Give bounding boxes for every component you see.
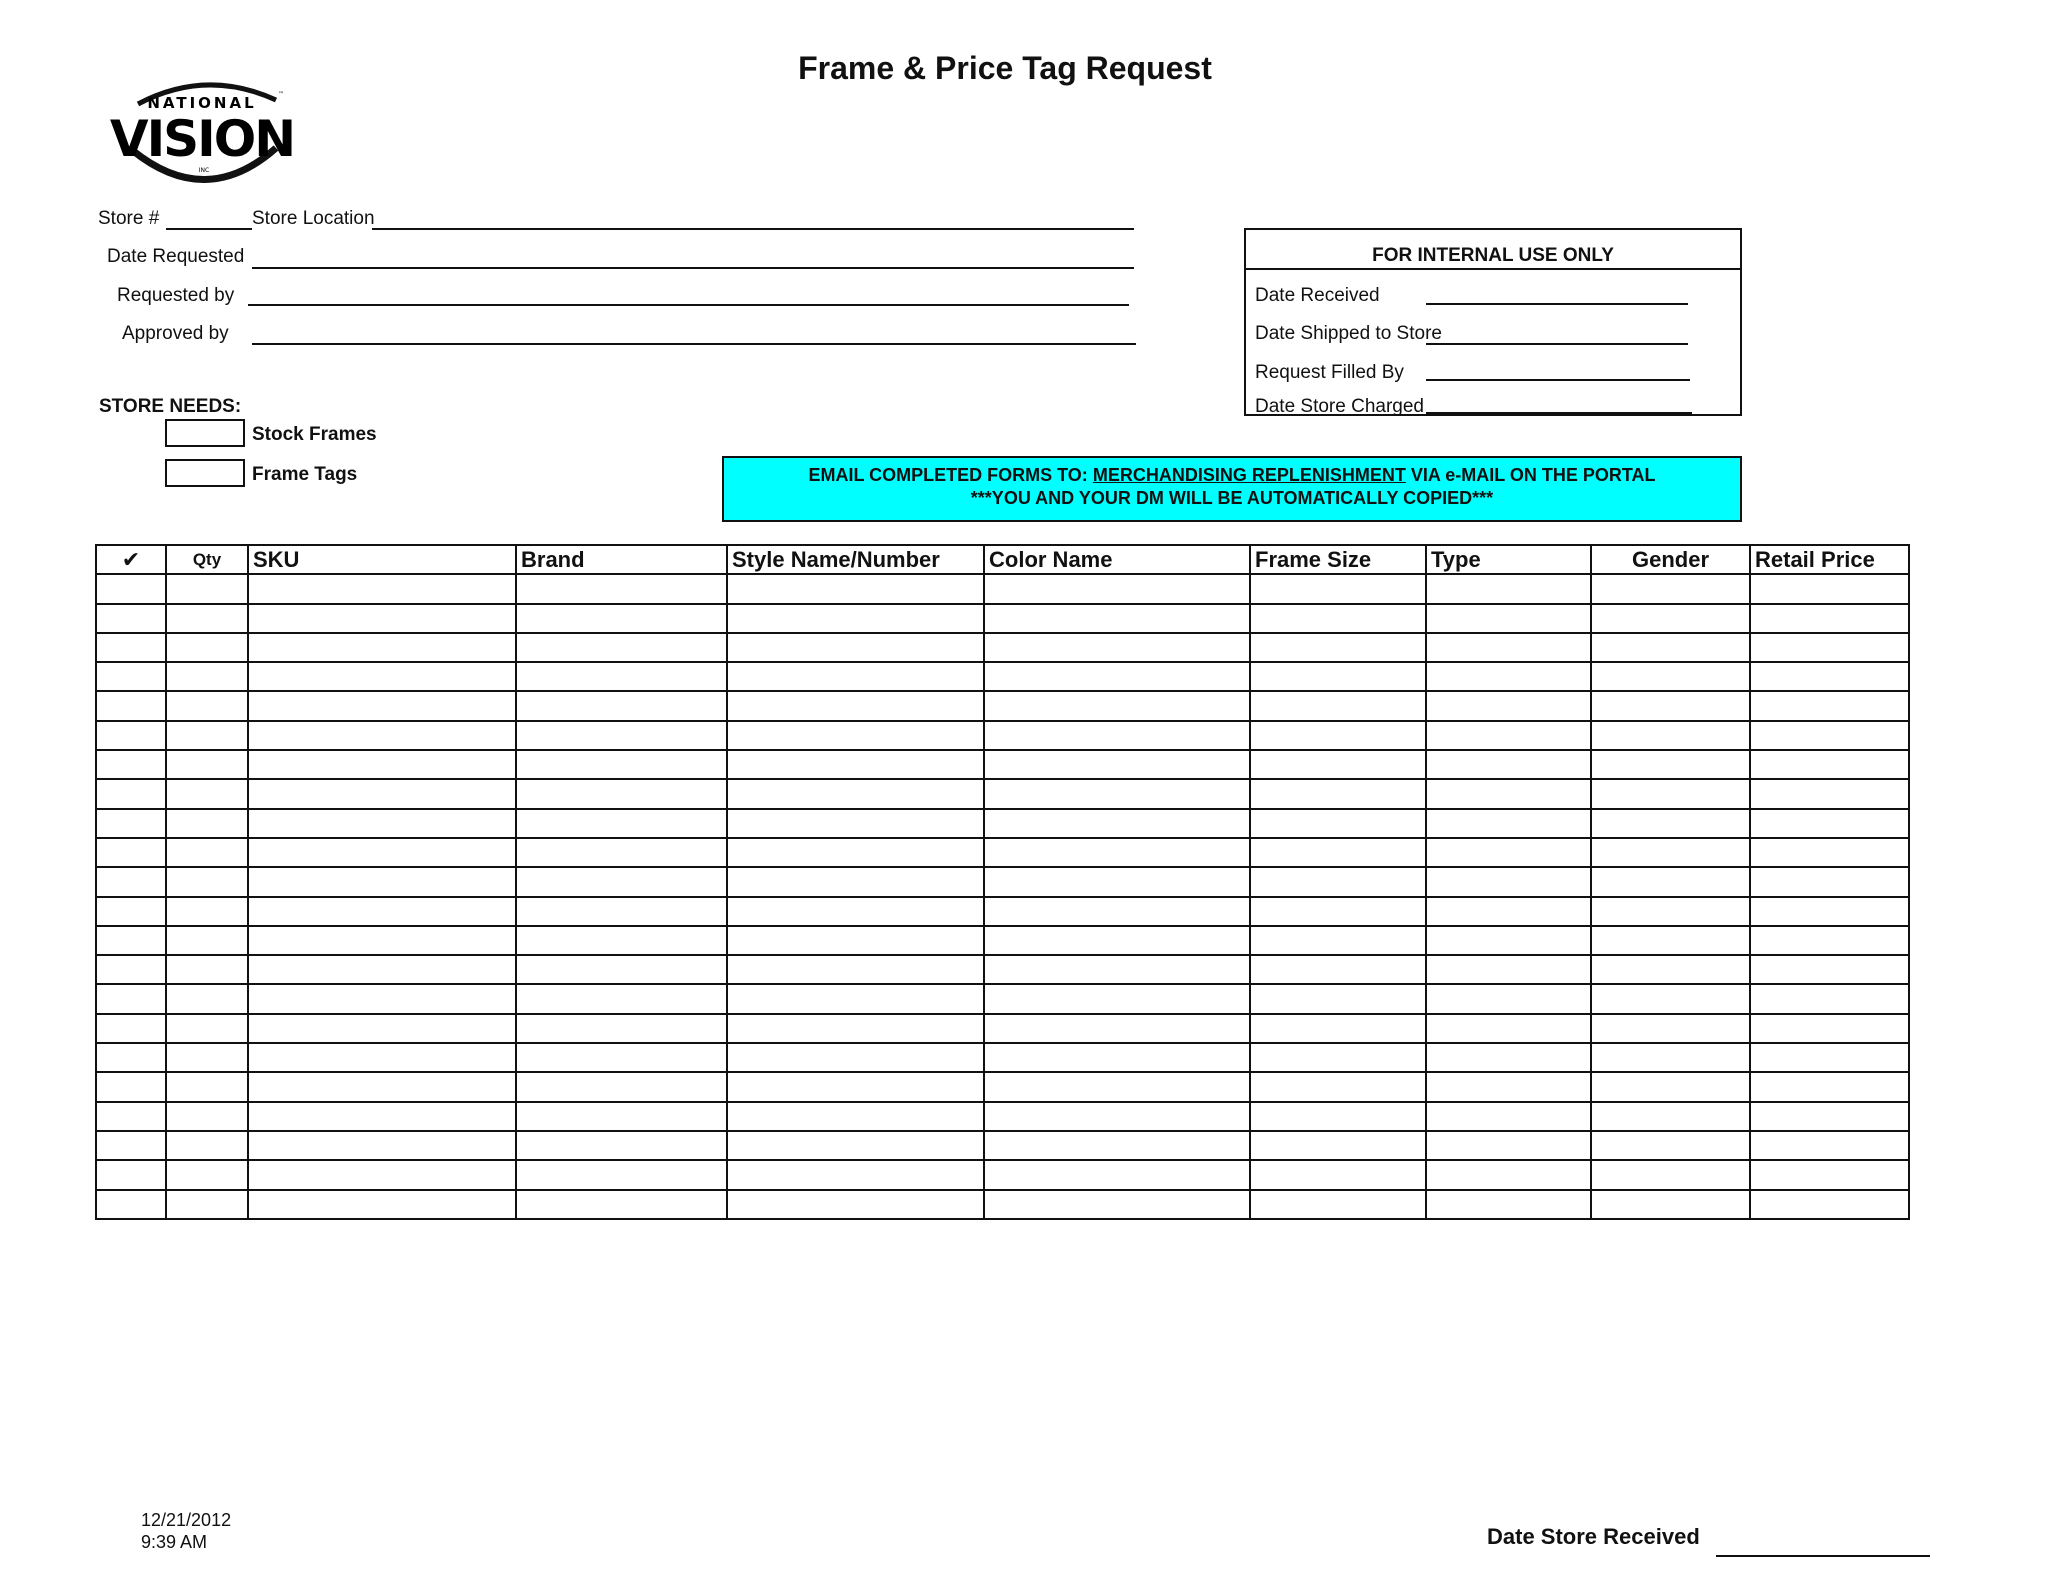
table-cell[interactable]	[1250, 662, 1426, 691]
store-location-field[interactable]	[372, 228, 1134, 230]
table-row	[96, 662, 1909, 691]
table-cell[interactable]	[1250, 1131, 1426, 1160]
store-needs-label: STORE NEEDS:	[99, 396, 242, 417]
table-cell[interactable]	[1250, 809, 1426, 838]
table-cell[interactable]	[1426, 1190, 1591, 1219]
table-row	[96, 867, 1909, 896]
table-cell[interactable]	[1250, 1072, 1426, 1101]
table-cell[interactable]	[96, 926, 166, 955]
table-cell[interactable]	[984, 691, 1250, 720]
table-cell[interactable]	[1426, 1131, 1591, 1160]
table-cell[interactable]	[1591, 1072, 1750, 1101]
table-cell[interactable]	[1591, 1131, 1750, 1160]
table-cell[interactable]	[1250, 691, 1426, 720]
table-cell[interactable]	[1426, 604, 1591, 633]
table-cell[interactable]	[1426, 691, 1591, 720]
date-received-label: Date Received	[1255, 285, 1380, 306]
table-cell[interactable]	[1250, 1160, 1426, 1189]
table-cell[interactable]	[166, 1160, 248, 1189]
table-cell[interactable]	[1591, 984, 1750, 1013]
table-row	[96, 1102, 1909, 1131]
print-time: 9:39 AM	[141, 1532, 208, 1552]
table-cell[interactable]	[1750, 574, 1909, 603]
table-cell[interactable]	[516, 750, 727, 779]
table-cell[interactable]	[1591, 926, 1750, 955]
email-copy-note: ***YOU AND YOUR DM WILL BE AUTOMATICALLY COPIED***	[970, 488, 1494, 508]
email-suffix: VIA e-MAIL ON THE PORTAL	[1410, 465, 1656, 485]
table-row	[96, 955, 1909, 984]
table-cell[interactable]	[1750, 1072, 1909, 1101]
table-cell[interactable]	[1750, 662, 1909, 691]
table-row	[96, 809, 1909, 838]
svg-text:™: ™	[278, 91, 284, 98]
table-cell[interactable]	[1591, 574, 1750, 603]
table-cell[interactable]	[1591, 867, 1750, 896]
table-cell[interactable]	[984, 1160, 1250, 1189]
table-cell[interactable]	[166, 838, 248, 867]
table-cell[interactable]	[96, 809, 166, 838]
table-cell[interactable]	[1426, 779, 1591, 808]
table-cell[interactable]	[1591, 1190, 1750, 1219]
filled-by-field[interactable]	[1426, 379, 1690, 381]
table-cell[interactable]	[166, 633, 248, 662]
table-cell[interactable]	[727, 1190, 984, 1219]
table-cell[interactable]	[1250, 955, 1426, 984]
table-cell[interactable]	[248, 750, 516, 779]
table-cell[interactable]	[1591, 838, 1750, 867]
table-cell[interactable]	[248, 984, 516, 1013]
table-cell[interactable]	[727, 779, 984, 808]
table-cell[interactable]	[1591, 1160, 1750, 1189]
table-cell[interactable]	[516, 1190, 727, 1219]
table-cell[interactable]	[1750, 1131, 1909, 1160]
date-requested-field[interactable]	[252, 267, 1134, 269]
table-cell[interactable]	[1750, 1190, 1909, 1219]
approved-by-field[interactable]	[252, 343, 1136, 345]
date-store-received-field[interactable]	[1716, 1555, 1930, 1557]
stock-frames-checkbox[interactable]	[165, 419, 245, 447]
table-cell[interactable]	[727, 1014, 984, 1043]
table-cell[interactable]	[1426, 984, 1591, 1013]
table-cell[interactable]	[516, 574, 727, 603]
table-cell[interactable]	[727, 897, 984, 926]
national-vision-logo	[109, 74, 295, 186]
table-cell[interactable]	[727, 721, 984, 750]
table-cell[interactable]	[984, 1102, 1250, 1131]
table-cell[interactable]	[96, 1072, 166, 1101]
table-row	[96, 574, 1909, 603]
col-header-type: Type	[1426, 545, 1591, 574]
table-cell[interactable]	[516, 1043, 727, 1072]
order-table	[95, 544, 1910, 1220]
table-row	[96, 633, 1909, 662]
table-row	[96, 984, 1909, 1013]
table-cell[interactable]	[166, 662, 248, 691]
table-cell[interactable]	[96, 1014, 166, 1043]
print-date: 12/21/2012	[141, 1510, 232, 1530]
table-cell[interactable]	[96, 604, 166, 633]
table-cell[interactable]	[516, 633, 727, 662]
table-cell[interactable]	[984, 838, 1250, 867]
table-cell[interactable]	[248, 633, 516, 662]
table-cell[interactable]	[984, 897, 1250, 926]
table-cell[interactable]	[984, 750, 1250, 779]
table-cell[interactable]	[1250, 926, 1426, 955]
table-cell[interactable]	[516, 721, 727, 750]
table-row	[96, 1072, 1909, 1101]
table-cell[interactable]	[1426, 809, 1591, 838]
table-cell[interactable]	[1750, 926, 1909, 955]
table-cell[interactable]	[248, 838, 516, 867]
table-cell[interactable]	[166, 1043, 248, 1072]
stock-frames-label: Stock Frames	[252, 424, 377, 445]
table-row	[96, 1131, 1909, 1160]
table-cell[interactable]	[516, 779, 727, 808]
table-cell[interactable]	[1591, 691, 1750, 720]
table-cell[interactable]	[248, 1190, 516, 1219]
merchandising-replenishment-link[interactable]: MERCHANDISING REPLENISHMENT	[1092, 465, 1406, 485]
table-cell[interactable]	[516, 897, 727, 926]
table-cell[interactable]	[166, 867, 248, 896]
svg-text:VISION: VISION	[109, 110, 295, 168]
table-cell[interactable]	[984, 779, 1250, 808]
table-cell[interactable]	[1591, 955, 1750, 984]
table-cell[interactable]	[516, 604, 727, 633]
table-cell[interactable]	[248, 1160, 516, 1189]
table-cell[interactable]	[96, 897, 166, 926]
table-cell[interactable]	[984, 926, 1250, 955]
table-cell[interactable]	[1591, 633, 1750, 662]
table-cell[interactable]	[516, 838, 727, 867]
table-cell[interactable]	[1250, 867, 1426, 896]
table-row	[96, 926, 1909, 955]
table-cell[interactable]	[1250, 721, 1426, 750]
table-cell[interactable]	[248, 867, 516, 896]
table-cell[interactable]	[727, 1072, 984, 1101]
table-cell[interactable]	[248, 1102, 516, 1131]
table-cell[interactable]	[96, 867, 166, 896]
table-cell[interactable]	[96, 1102, 166, 1131]
table-cell[interactable]	[1426, 1072, 1591, 1101]
table-cell[interactable]	[248, 1131, 516, 1160]
col-header-qty: Qty	[166, 545, 248, 574]
svg-text:NATIONAL: NATIONAL	[147, 94, 257, 112]
table-cell[interactable]	[166, 574, 248, 603]
table-cell[interactable]	[1250, 838, 1426, 867]
table-cell[interactable]	[516, 867, 727, 896]
internal-use-header: FOR INTERNAL USE ONLY	[1246, 230, 1740, 270]
table-cell[interactable]	[1591, 1102, 1750, 1131]
table-cell[interactable]	[1426, 633, 1591, 662]
table-cell[interactable]	[727, 662, 984, 691]
svg-text:INC: INC	[198, 167, 210, 174]
table-cell[interactable]	[96, 984, 166, 1013]
table-cell[interactable]	[166, 1072, 248, 1101]
table-cell[interactable]	[96, 1160, 166, 1189]
table-cell[interactable]	[1426, 574, 1591, 603]
table-cell[interactable]	[248, 1072, 516, 1101]
table-cell[interactable]	[516, 1131, 727, 1160]
table-cell[interactable]	[248, 926, 516, 955]
table-cell[interactable]	[516, 1102, 727, 1131]
table-cell[interactable]	[96, 1131, 166, 1160]
table-cell[interactable]	[1426, 1160, 1591, 1189]
table-cell[interactable]	[1591, 604, 1750, 633]
col-header-sku: SKU	[248, 545, 516, 574]
table-cell[interactable]	[516, 926, 727, 955]
table-cell[interactable]	[1426, 926, 1591, 955]
table-row	[96, 750, 1909, 779]
table-cell[interactable]	[984, 1190, 1250, 1219]
table-cell[interactable]	[1250, 984, 1426, 1013]
col-header-retail-price: Retail Price	[1750, 545, 1909, 574]
table-cell[interactable]	[1250, 574, 1426, 603]
col-header-frame-size: Frame Size	[1250, 545, 1426, 574]
col-header-color: Color Name	[984, 545, 1250, 574]
table-cell[interactable]	[984, 721, 1250, 750]
table-cell[interactable]	[248, 897, 516, 926]
page-title: Frame & Price Tag Request	[798, 50, 1212, 86]
table-cell[interactable]	[1426, 721, 1591, 750]
table-cell[interactable]	[166, 1014, 248, 1043]
email-prefix: EMAIL COMPLETED FORMS TO:	[808, 465, 1088, 485]
table-cell[interactable]	[1750, 838, 1909, 867]
table-cell[interactable]	[1591, 1014, 1750, 1043]
table-cell[interactable]	[984, 1131, 1250, 1160]
table-cell[interactable]	[727, 574, 984, 603]
frame-tags-checkbox[interactable]	[165, 459, 245, 487]
approved-by-label: Approved by	[122, 323, 229, 344]
table-cell[interactable]	[1426, 1014, 1591, 1043]
table-cell[interactable]	[1426, 955, 1591, 984]
table-cell[interactable]	[984, 867, 1250, 896]
table-row	[96, 691, 1909, 720]
table-cell[interactable]	[727, 809, 984, 838]
table-cell[interactable]	[984, 604, 1250, 633]
table-cell[interactable]	[984, 955, 1250, 984]
table-cell[interactable]	[1750, 1014, 1909, 1043]
table-cell[interactable]	[166, 897, 248, 926]
table-cell[interactable]	[96, 750, 166, 779]
table-cell[interactable]	[727, 926, 984, 955]
table-row	[96, 1014, 1909, 1043]
table-cell[interactable]	[248, 1014, 516, 1043]
table-cell[interactable]	[1250, 779, 1426, 808]
table-cell[interactable]	[727, 691, 984, 720]
date-shipped-field[interactable]	[1426, 343, 1688, 345]
table-cell[interactable]	[1750, 1102, 1909, 1131]
table-cell[interactable]	[1750, 633, 1909, 662]
table-cell[interactable]	[1591, 721, 1750, 750]
table-cell[interactable]	[516, 662, 727, 691]
table-cell[interactable]	[166, 1131, 248, 1160]
table-cell[interactable]	[96, 691, 166, 720]
date-shipped-label: Date Shipped to Store	[1255, 323, 1442, 344]
store-number-label: Store #	[98, 208, 160, 229]
table-cell[interactable]	[1750, 691, 1909, 720]
store-number-field[interactable]	[166, 228, 252, 230]
table-cell[interactable]	[984, 1014, 1250, 1043]
store-location-label: Store Location	[252, 208, 375, 229]
table-cell[interactable]	[96, 955, 166, 984]
table-cell[interactable]	[1591, 897, 1750, 926]
table-cell[interactable]	[516, 1072, 727, 1101]
table-cell[interactable]	[1250, 897, 1426, 926]
col-header-style: Style Name/Number	[727, 545, 984, 574]
table-cell[interactable]	[727, 955, 984, 984]
table-cell[interactable]	[727, 1102, 984, 1131]
table-cell[interactable]	[1250, 633, 1426, 662]
table-cell[interactable]	[1426, 750, 1591, 779]
table-row	[96, 1160, 1909, 1189]
table-cell[interactable]	[1426, 838, 1591, 867]
table-row	[96, 1190, 1909, 1219]
table-cell[interactable]	[96, 1043, 166, 1072]
table-cell[interactable]	[166, 809, 248, 838]
table-cell[interactable]	[1591, 809, 1750, 838]
date-store-received-label: Date Store Received	[1487, 1524, 1700, 1549]
table-cell[interactable]	[166, 984, 248, 1013]
table-row	[96, 721, 1909, 750]
table-cell[interactable]	[1750, 750, 1909, 779]
table-row	[96, 838, 1909, 867]
requested-by-field[interactable]	[248, 304, 1129, 306]
table-cell[interactable]	[248, 1043, 516, 1072]
table-cell[interactable]	[248, 691, 516, 720]
table-cell[interactable]	[727, 867, 984, 896]
col-header-brand: Brand	[516, 545, 727, 574]
table-cell[interactable]	[984, 633, 1250, 662]
table-cell[interactable]	[1750, 1160, 1909, 1189]
table-cell[interactable]	[248, 662, 516, 691]
table-cell[interactable]	[516, 984, 727, 1013]
table-cell[interactable]	[1426, 867, 1591, 896]
table-cell[interactable]	[1750, 721, 1909, 750]
table-row	[96, 897, 1909, 926]
table-cell[interactable]	[96, 662, 166, 691]
table-cell[interactable]	[1750, 809, 1909, 838]
table-cell[interactable]	[96, 779, 166, 808]
table-cell[interactable]	[166, 926, 248, 955]
table-cell[interactable]	[248, 809, 516, 838]
requested-by-label: Requested by	[117, 285, 235, 306]
table-cell[interactable]	[727, 1043, 984, 1072]
col-header-gender: Gender	[1591, 545, 1750, 574]
table-cell[interactable]	[1591, 1043, 1750, 1072]
table-cell[interactable]	[516, 955, 727, 984]
table-cell[interactable]	[248, 574, 516, 603]
table-cell[interactable]	[727, 1160, 984, 1189]
table-cell[interactable]	[516, 1014, 727, 1043]
table-cell[interactable]	[166, 691, 248, 720]
table-cell[interactable]	[248, 721, 516, 750]
table-row	[96, 604, 1909, 633]
date-requested-label: Date Requested	[107, 246, 245, 267]
filled-by-label: Request Filled By	[1255, 362, 1404, 383]
table-cell[interactable]	[984, 1072, 1250, 1101]
table-cell[interactable]	[1250, 604, 1426, 633]
table-cell[interactable]	[1426, 662, 1591, 691]
date-charged-label: Date Store Charged	[1255, 396, 1424, 417]
table-cell[interactable]	[1591, 779, 1750, 808]
table-cell[interactable]	[96, 574, 166, 603]
frame-tags-label: Frame Tags	[252, 464, 358, 485]
table-cell[interactable]	[166, 1102, 248, 1131]
table-cell[interactable]	[1250, 1014, 1426, 1043]
table-cell[interactable]	[96, 633, 166, 662]
table-cell[interactable]	[96, 1190, 166, 1219]
table-cell[interactable]	[1426, 1102, 1591, 1131]
internal-use-box	[1244, 228, 1742, 416]
table-row	[96, 1043, 1909, 1072]
table-cell[interactable]	[727, 750, 984, 779]
table-cell[interactable]	[1591, 750, 1750, 779]
table-cell[interactable]	[248, 779, 516, 808]
table-cell[interactable]	[1750, 1043, 1909, 1072]
table-cell[interactable]	[248, 604, 516, 633]
table-cell[interactable]	[1750, 779, 1909, 808]
table-cell[interactable]	[96, 721, 166, 750]
table-cell[interactable]	[1426, 1043, 1591, 1072]
table-cell[interactable]	[516, 809, 727, 838]
table-cell[interactable]	[984, 574, 1250, 603]
date-charged-field[interactable]	[1426, 412, 1692, 414]
table-cell[interactable]	[1750, 604, 1909, 633]
table-cell[interactable]	[727, 984, 984, 1013]
table-cell[interactable]	[727, 633, 984, 662]
table-cell[interactable]	[96, 838, 166, 867]
table-row	[96, 779, 1909, 808]
col-header-check: ✔	[96, 545, 166, 574]
table-cell[interactable]	[984, 809, 1250, 838]
table-cell[interactable]	[1750, 955, 1909, 984]
table-cell[interactable]	[166, 604, 248, 633]
date-received-field[interactable]	[1426, 303, 1688, 305]
table-cell[interactable]	[1250, 1190, 1426, 1219]
table-cell[interactable]	[516, 691, 727, 720]
table-cell[interactable]	[1750, 984, 1909, 1013]
table-cell[interactable]	[1750, 897, 1909, 926]
table-cell[interactable]	[1426, 897, 1591, 926]
table-cell[interactable]	[166, 721, 248, 750]
table-cell[interactable]	[1591, 662, 1750, 691]
table-cell[interactable]	[166, 750, 248, 779]
table-cell[interactable]	[984, 984, 1250, 1013]
email-instructions-banner	[722, 456, 1742, 522]
table-cell[interactable]	[727, 838, 984, 867]
table-cell[interactable]	[1250, 1043, 1426, 1072]
table-cell[interactable]	[727, 1131, 984, 1160]
table-cell[interactable]	[516, 1160, 727, 1189]
table-cell[interactable]	[1750, 867, 1909, 896]
table-cell[interactable]	[1250, 750, 1426, 779]
table-cell[interactable]	[248, 955, 516, 984]
table-cell[interactable]	[984, 1043, 1250, 1072]
table-cell[interactable]	[727, 604, 984, 633]
table-cell[interactable]	[166, 955, 248, 984]
table-header-row	[96, 545, 1909, 574]
table-cell[interactable]	[166, 779, 248, 808]
table-cell[interactable]	[1250, 1102, 1426, 1131]
print-timestamp	[141, 1509, 231, 1553]
table-cell[interactable]	[984, 662, 1250, 691]
table-cell[interactable]	[166, 1190, 248, 1219]
